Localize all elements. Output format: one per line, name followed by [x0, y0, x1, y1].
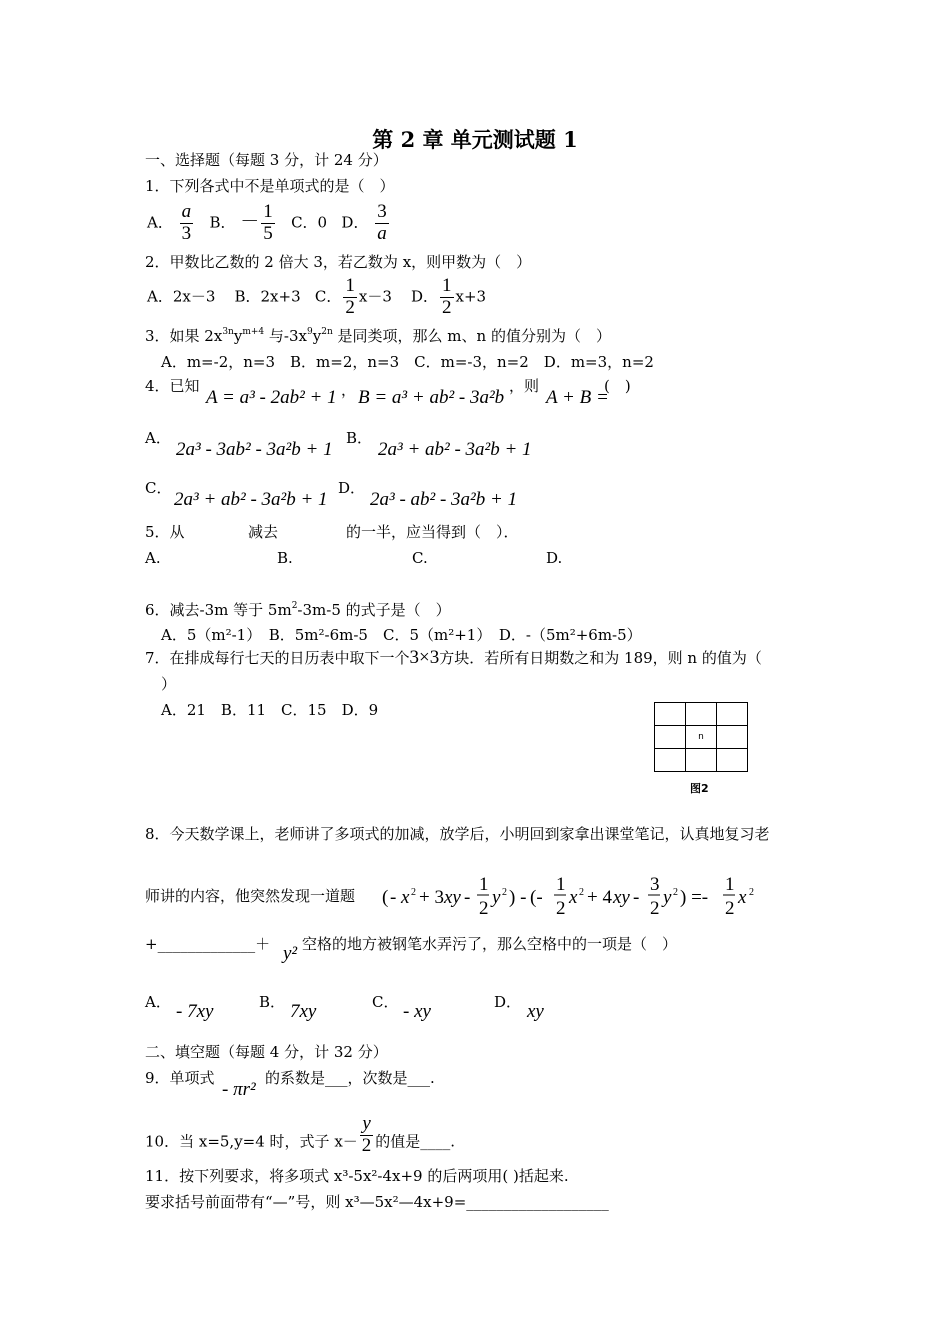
question-8-line-2: 师讲的内容，他突然发现一道题 [145, 887, 356, 905]
svg-text:2: 2 [411, 887, 416, 898]
question-7-stem: 7．在排成每行七天的日历表中取下一个3×3方块．若所有日期数之和为 189，则 n 的值为（ [145, 647, 762, 668]
grid-center-n: n [686, 726, 717, 749]
question-6-options: A．5（m²-1） B．5m²-6m-5 C．5（m²+1） D．-（5m²+6m-5） [161, 626, 642, 644]
svg-text:y: y [492, 887, 501, 908]
expr-sum: A + B = [546, 387, 609, 408]
option-c-expr: 2a³ + ab² - 3a²b + 1 [174, 489, 328, 510]
question-9: 9．单项式 [145, 1069, 215, 1087]
question-7-options: A．21 B．11 C．15 D．9 [161, 701, 379, 719]
expr-B: B = a³ + ab² - 3a²b [358, 387, 505, 408]
question-11-line-2: 要求括号前面带有“—”号，则 x³—5x²—4x+9=___________________ [145, 1193, 609, 1211]
svg-text:1: 1 [725, 874, 735, 895]
worksheet-page: 第 2 章 单元测试题 1 一、选择题（每题 3 分，计 24 分） 1．下列各式中不是单项式的是（ ） A． $\frac{a}{3}$ B． － $\frac{1}{5}$ C．0 D． $\frac{3}{a}$ 2．甲数比乙数的 2 倍大 3，若乙数为 x，则甲数为（ ） A．2x－3 B．2x+3 C． $\frac{1}{2}$ x－3 D． $\frac{1}{2}$ x+3 3．如果 $2x^{3n}y^{m+4}$ 与$-3x^9y^{2n}$ 是同类项，那么 m、n 的值分别为（ ） A．m=-2，n=3 B．m=2，n=3 C．m=-3，n=2 D．m=3，n=2 4．已知 A = a³ - 2ab² + 1 ， B = a³ + ab² - 3a²b ，则 A + B = ( ) A． 2a³ - 3ab² - 3a²b + 1 B． 2a³ + ab² - 3a²b + 1 C． 2a³ + ab² - 3a²b + 1 D． 2a³ - ab² - 3a²b + 1 5．从 减去 的一半，应当得到（ ）． A. B. C. D. 6．减去-3m 等于 $5m^2-3m-5$ 的式子是（ ） A．5（m²-1） B．5m²-6m-5 C．5（m²+1） D．-（5m²+6m-5） 7．在排成每行七天的日历表中取下一个3×3方块．若所有日期数之和为 189，则 n 的值为（ ） A．21 B．11 C．15 D．9 n 图2 8．今天数学课上，老师讲了多项式的加减，放学后，小明回到家拿出课堂笔记，认真地复习老 师讲的内容，他突然发现一道题 ( - x 2 + 3 xy - 1 2 y 2 ) - (- 1 2 x 2 + 4 xy - 3 2 y 2 ) =- 1 2 x 2 +_____________＋ y² 空格的地方被钢笔水弄污了，那么空格中的一项是（ ） A． - 7xy B． 7xy C． - xy D． xy 二、填空题（每题 4 分，计 32 分） 9．单项式 - πr² 的系数是___，次数是___. 10．当 x=5,y=4 时，式子 x－ $\frac{y}{2}$ 的值是____. 11．按下列要求，将多项式 x³-5x²-4x+9 的后两项用( )括起来. 要求括号前面带有“—”号，则 x³—5x²—4x+9=___________________ [0, 0, 950, 1344]
question-1-options: A． $\frac{a}{3}$ B． － $\frac{1}{5}$ C．0 D． $\frac{3}{a}$ [147, 201, 387, 244]
option-a-label: A． [147, 213, 173, 232]
question-2-stem: 2．甲数比乙数的 2 倍大 3，若乙数为 x，则甲数为（ ） [145, 253, 532, 271]
svg-text:1: 1 [479, 874, 489, 895]
fraction-1-over-2: $\frac{1}{2}$ [442, 275, 452, 318]
svg-text:-: - [633, 887, 640, 908]
option-b-expr: 2a³ + ab² - 3a²b + 1 [378, 439, 532, 460]
svg-text:2: 2 [479, 898, 489, 919]
option-a-label: A． [145, 993, 171, 1011]
fraction-1-over-2: $\frac{1}{2}$ [345, 275, 355, 318]
svg-text:2: 2 [556, 898, 566, 919]
svg-text:) =-: ) =- [680, 887, 709, 908]
option-a-expr: 2a³ - 3ab² - 3a²b + 1 [176, 439, 333, 460]
option-b-label: B． [259, 993, 286, 1011]
svg-text:) -: ) - [509, 887, 527, 908]
option-c-label: C．0 [291, 213, 328, 232]
svg-text:-: - [464, 887, 471, 908]
question-5-stem: 5．从 [145, 523, 185, 541]
question-11-line-1: 11．按下列要求，将多项式 x³-5x²-4x+9 的后两项用( )括起来. [145, 1167, 569, 1185]
svg-text:+ 3: + 3 [419, 887, 444, 908]
option-d-expr: 2a³ - ab² - 3a²b + 1 [370, 489, 518, 510]
figure-caption: 图2 [690, 782, 709, 795]
fraction-3-over-a: $\frac{3}{a}$ [377, 201, 387, 244]
page-title: 第 2 章 单元测试题 1 [372, 127, 578, 152]
option-d-label: D． [494, 993, 522, 1011]
question-4-stem: 4．已知 [145, 377, 200, 395]
svg-text:x: x [738, 887, 747, 908]
calendar-grid [654, 702, 748, 772]
option-d-label: D． [338, 479, 366, 497]
section-heading-choice: 一、选择题（每题 3 分，计 24 分） [145, 151, 388, 169]
svg-text:2: 2 [502, 887, 507, 898]
svg-text:2: 2 [749, 887, 754, 898]
question-8-line-3: +_____________＋ [145, 935, 271, 953]
expr-A: A = a³ - 2ab² + 1 [206, 387, 337, 408]
option-c-label: C． [145, 479, 172, 497]
fraction-a-over-3: $\frac{a}{3}$ [181, 201, 192, 244]
section-heading-fill: 二、填空题（每题 4 分，计 32 分） [145, 1043, 388, 1061]
option-b-label: B． [209, 213, 236, 232]
svg-text:(-: (- [530, 887, 543, 908]
svg-text:2: 2 [725, 898, 735, 919]
svg-text:xy: xy [444, 887, 461, 908]
svg-text:-: - [390, 887, 397, 908]
fraction-y-over-2: $\frac{y}{2}$ [361, 1113, 372, 1156]
svg-text:xy: xy [613, 887, 630, 908]
question-6-stem: 6．减去-3m 等于 $5m^2-3m-5$ 的式子是（ ） [145, 601, 451, 619]
question-2-options: A．2x－3 B．2x+3 C． $\frac{1}{2}$ x－3 D． $\frac{1}{2}$ x+3 [147, 275, 487, 318]
svg-text:3: 3 [650, 874, 660, 895]
question-3-options: A．m=-2，n=3 B．m=2，n=3 C．m=-3，n=2 D．m=3，n=2 [161, 353, 654, 371]
svg-text:y: y [663, 887, 672, 908]
svg-text:(: ( [382, 887, 389, 908]
option-a-label: A． [145, 429, 171, 447]
fraction-1-over-5: $\frac{1}{5}$ [263, 201, 273, 244]
question-3-stem: 3．如果 $2x^{3n}y^{m+4}$ 与$-3x^9y^{2n}$ 是同类项，那么 m、n 的值分别为（ ） [145, 327, 611, 345]
option-b-label: B． [346, 429, 373, 447]
svg-text:1: 1 [556, 874, 566, 895]
svg-text:2: 2 [650, 898, 660, 919]
svg-text:2: 2 [579, 887, 584, 898]
question-10: 10．当 x=5,y=4 时，式子 x－ $\frac{y}{2}$ 的值是____. [145, 1113, 456, 1156]
option-d-label: D． [341, 213, 369, 232]
q8-equation [382, 874, 762, 927]
option-c-label: C． [372, 993, 399, 1011]
svg-text:2: 2 [673, 887, 678, 898]
svg-text:+ 4: + 4 [587, 887, 612, 908]
question-1-stem: 1．下列各式中不是单项式的是（ ） [145, 177, 395, 195]
equation-graphic [382, 874, 762, 922]
svg-text:x: x [401, 887, 410, 908]
question-8-line-1: 8．今天数学课上，老师讲了多项式的加减，放学后，小明回到家拿出课堂笔记，认真地复习老 [145, 825, 770, 843]
svg-text:x: x [569, 887, 578, 908]
